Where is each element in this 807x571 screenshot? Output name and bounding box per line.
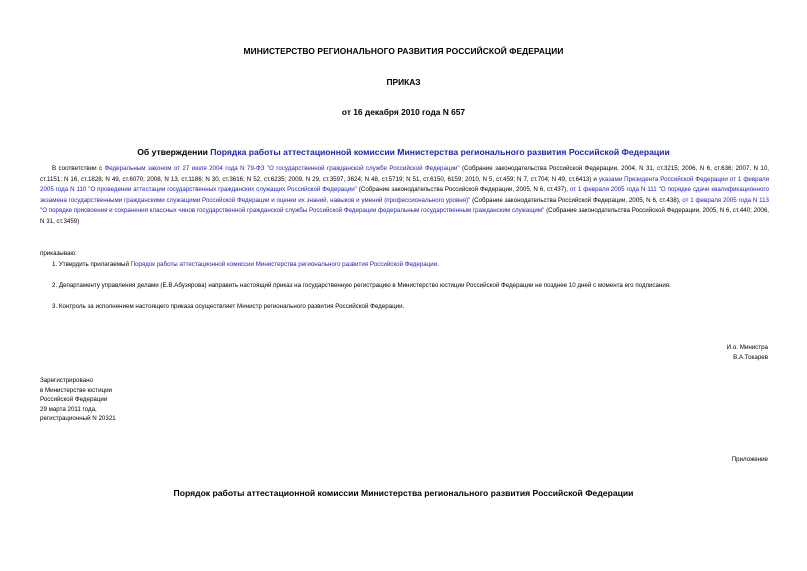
appendix-title: Порядок работы аттестационной комиссии Министерства регионального развития Российской Федерации: [173, 488, 634, 498]
registration-line-4: 29 марта 2011 года,: [40, 405, 97, 413]
registration-line-2: в Министерстве юстиции: [40, 386, 113, 394]
order-item-1-suffix: .: [437, 261, 439, 268]
registration-line-1: Зарегистрировано: [40, 377, 93, 384]
decree-110-link[interactable]: указами Президента Российской Федерации от 1 февраля 2005 года N 110 "О проведении аттестации государственных гражданских служащих Российской Федерации": [40, 175, 770, 194]
decree-111-link[interactable]: от 1 февраля 2005 года N 111 "О порядке сдачи квалификационного экзамена государственными гражданскими служащими Российской Федерации и оценки их знаний, навыков и умений (профессионального уровня)": [40, 186, 769, 204]
preamble-text-2: (Собрание законодательства Российской Федерации, 2004, N 31, ст.3215; 2006, N 6, ст.636; 2007, N 10, ст.1151; N 16, ст.1828; N 49, ст.6070; 2008, N 13, ст.1186; N 30, ст.3616; N 52, ст.6235; 2009, N 29, ст.3597, 3624; N 48, ст.5719; N 51, ст.6150, 6159; 2010, N 5, ст.459; N 7, ст.704; N 49, ст.6413) и: [40, 165, 770, 183]
registration-line-5: регистрационный N 20321: [40, 415, 116, 423]
prikazyvayu-text: приказываю:: [40, 250, 77, 257]
order-item-1-prefix: 1. Утвердить прилагаемый: [52, 261, 131, 268]
preamble-text-5: (Собрание законодательства Российской Федерации, 2005, N 6, ст.440; 2006, N 31, ст.3459): [40, 207, 769, 225]
registration-block: [40, 376, 116, 424]
order-title-link[interactable]: Порядка работы аттестационной комиссии Министерства регионального развития Российской Федерации: [210, 147, 670, 157]
signature-position: И.о. Министра: [726, 344, 768, 351]
order-title-prefix: Об утверждении: [137, 147, 211, 157]
order-title: [0, 147, 807, 157]
signature-name: В.А.Токарев: [733, 353, 768, 361]
order-item-1: [52, 260, 769, 270]
date-number-heading: от 16 декабря 2010 года N 657: [341, 107, 466, 117]
ministry-heading: МИНИСТЕРСТВО РЕГИОНАЛЬНОГО РАЗВИТИЯ РОССИЙСКОЙ ФЕДЕРАЦИИ: [243, 46, 564, 56]
preamble-text-1: В соответствии с: [52, 165, 105, 172]
doc-type-heading: ПРИКАЗ: [386, 77, 421, 87]
order-item-3: 3. Контроль за исполнением настоящего приказа осуществляет Министр регионального развития Российской Федерации.: [52, 303, 405, 310]
order-item-2: 2. Департаменту управления делами (Е.В.Абузярова) направить настоящий приказ на государственную регистрацию в Министерство юстиции Российской Федерации не позднее 10 дней с момента его подписания.: [52, 282, 671, 289]
preamble-paragraph: [40, 164, 769, 228]
preamble-text-3: (Собрание законодательства Российской Федерации, 2005, N 6, ст.437),: [356, 186, 570, 194]
appendix-label: Приложение: [731, 456, 768, 463]
procedure-link[interactable]: Порядок работы аттестационной комиссии Министерства регионального развития Российской Федерации: [130, 261, 438, 268]
preamble-text-4: (Собрание законодательства Российской Федерации, 2005, N 6, ст.438),: [470, 196, 683, 204]
decree-113-link[interactable]: от 1 февраля 2005 года N 113 "О порядке присвоения и сохранения классных чинов государственной гражданской службы Российской Федерации федеральным государственным гражданским служащим": [40, 196, 769, 215]
signature-block: [727, 343, 768, 362]
registration-line-3: Российской Федерации: [40, 396, 108, 404]
federal-law-link[interactable]: Федеральным законом от 27 июля 2004 года N 79-ФЗ "О государственной гражданской службе Российской Федерации": [104, 165, 460, 172]
